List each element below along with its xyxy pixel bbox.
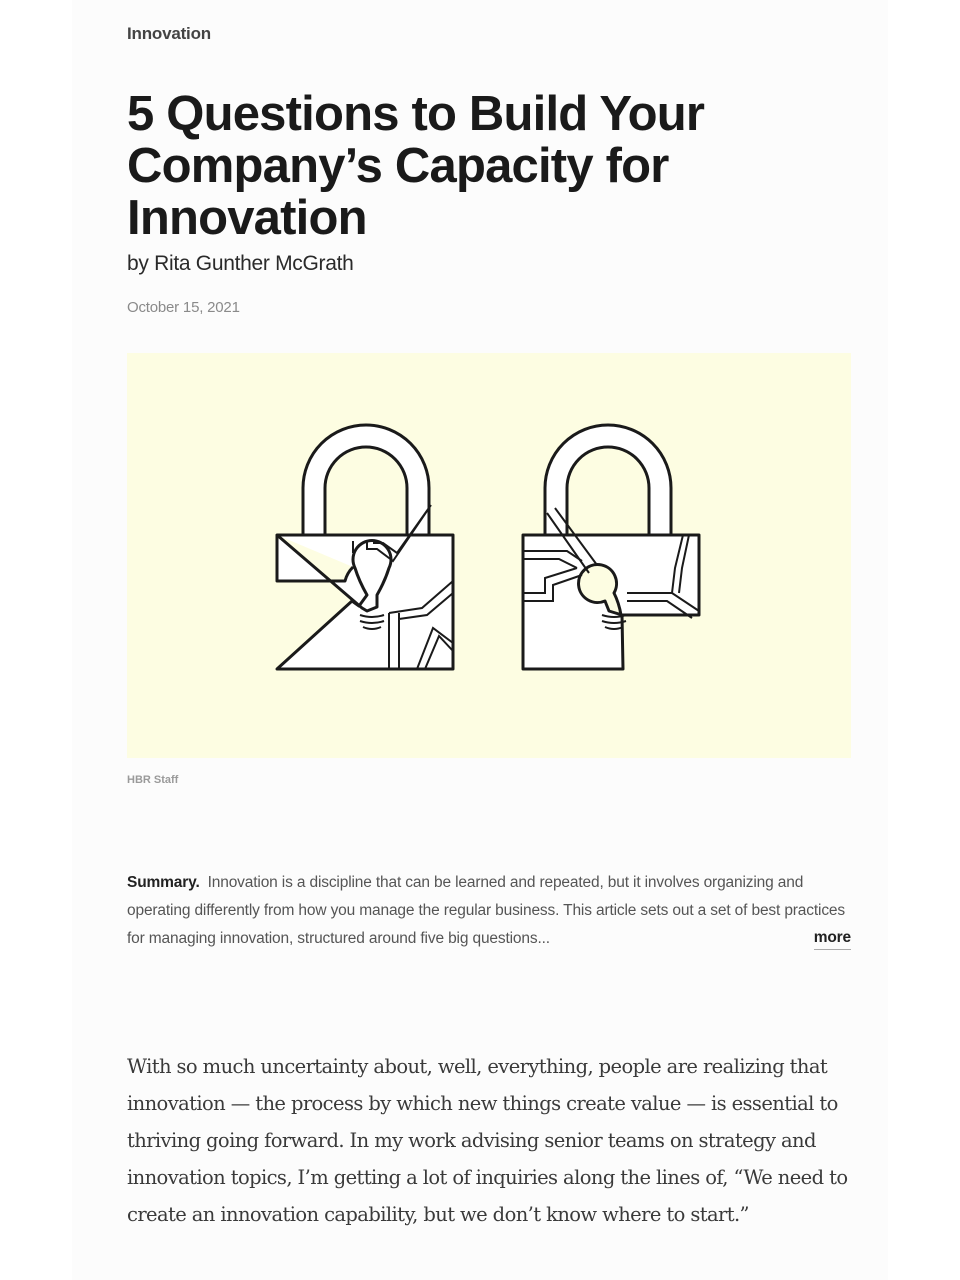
left-padlock-body-icon [277,535,453,669]
body-paragraph: With so much uncertainty about, well, everything, people are realizing that innovation — the process by which new things create value — is essential to thriving going forward. In my work advising senior teams on strategy and innovation topics, I’m getting a lot of inquiries along the lines of, “We need to create an innovation capability, but we don’t know where to start.” [127,1055,848,1226]
publish-date: October 15, 2021 [127,299,240,316]
article-title: 5 Questions to Build Your Company’s Capacity for Innovation [127,87,705,245]
left-shackle-icon [303,425,429,543]
image-credit: HBR Staff [127,774,179,786]
summary-text: Innovation is a discipline that can be learned and repeated, but it involves organizing and operating differently from how you manage the regular business. This article sets out a set of best practices for managing innovation, structured around five big questions... [127,874,845,947]
byline-prefix: by [127,252,155,275]
topic-tag-link[interactable]: Innovation [127,24,211,43]
right-shackle-icon [545,425,671,543]
hero-image [127,353,851,758]
byline [127,252,354,276]
author-link[interactable]: Rita Gunther McGrath [154,252,354,275]
article-summary [127,869,851,953]
padlock-lightbulb-illustration [127,353,851,758]
summary-more-link[interactable]: more [814,927,851,950]
summary-label: Summary. [127,874,200,891]
